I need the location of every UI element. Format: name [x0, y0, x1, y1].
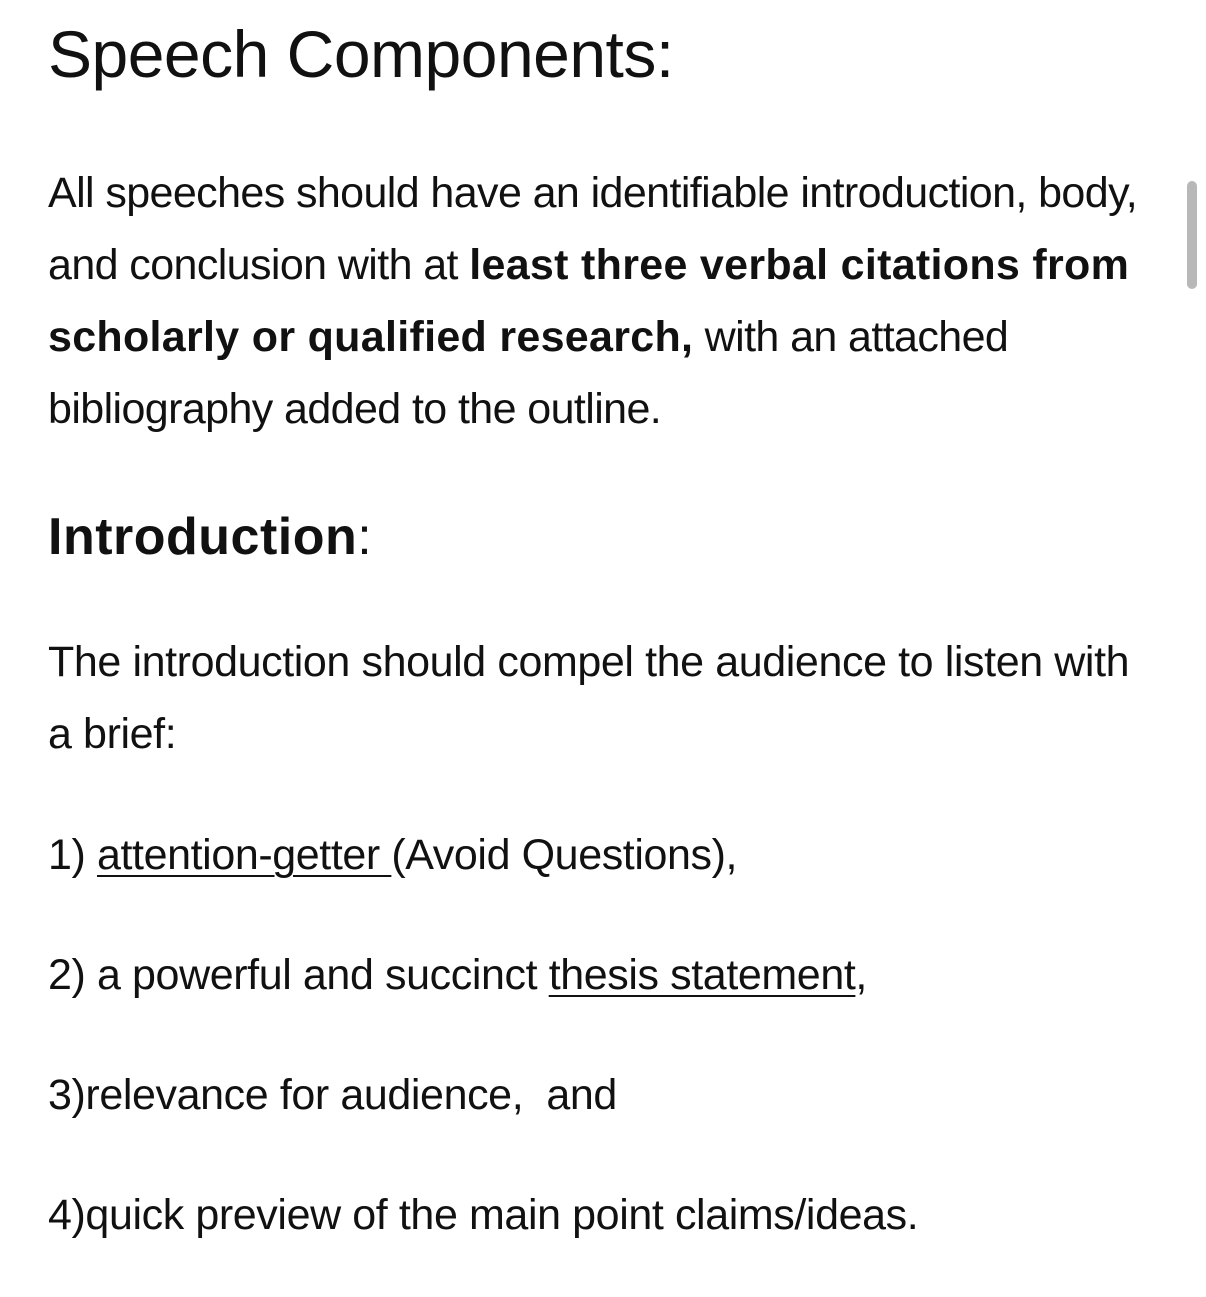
attention-getter-link[interactable]: attention-getter [96, 831, 392, 879]
list-item-relevance: 3)relevance for audience, and [48, 1071, 617, 1119]
introduction-heading-label: Introduction [48, 508, 358, 566]
list-item-suffix: (Avoid Questions), [391, 831, 738, 879]
list-item-preview: 4)quick preview of the main point claims/ideas. [48, 1191, 919, 1239]
intro-text-before: All speeches should have an identifiable introduction, body, and conclusion with at [48, 169, 1138, 289]
introduction-heading [48, 502, 372, 572]
page-title: Speech Components: [48, 17, 674, 91]
vertical-scrollbar-thumb[interactable] [1187, 181, 1197, 289]
list-item-attention-getter [48, 825, 737, 885]
intro-bold-requirement: least three verbal citations from scholarly or qualified research, [48, 241, 1130, 361]
list-item-suffix: , [855, 951, 867, 999]
list-item-prefix: 2) a powerful and succinct [48, 951, 549, 999]
introduction-description: The introduction should compel the audience to listen with a brief: [48, 638, 1130, 758]
thesis-statement-link[interactable]: thesis statement [548, 951, 856, 999]
introduction-heading-colon: : [357, 508, 372, 566]
intro-text-after: with an attached bibliography added to the outline. [48, 313, 1009, 433]
list-item-thesis-statement [48, 945, 867, 1005]
list-item-prefix: 1) [48, 831, 97, 879]
intro-paragraph [48, 157, 1173, 445]
